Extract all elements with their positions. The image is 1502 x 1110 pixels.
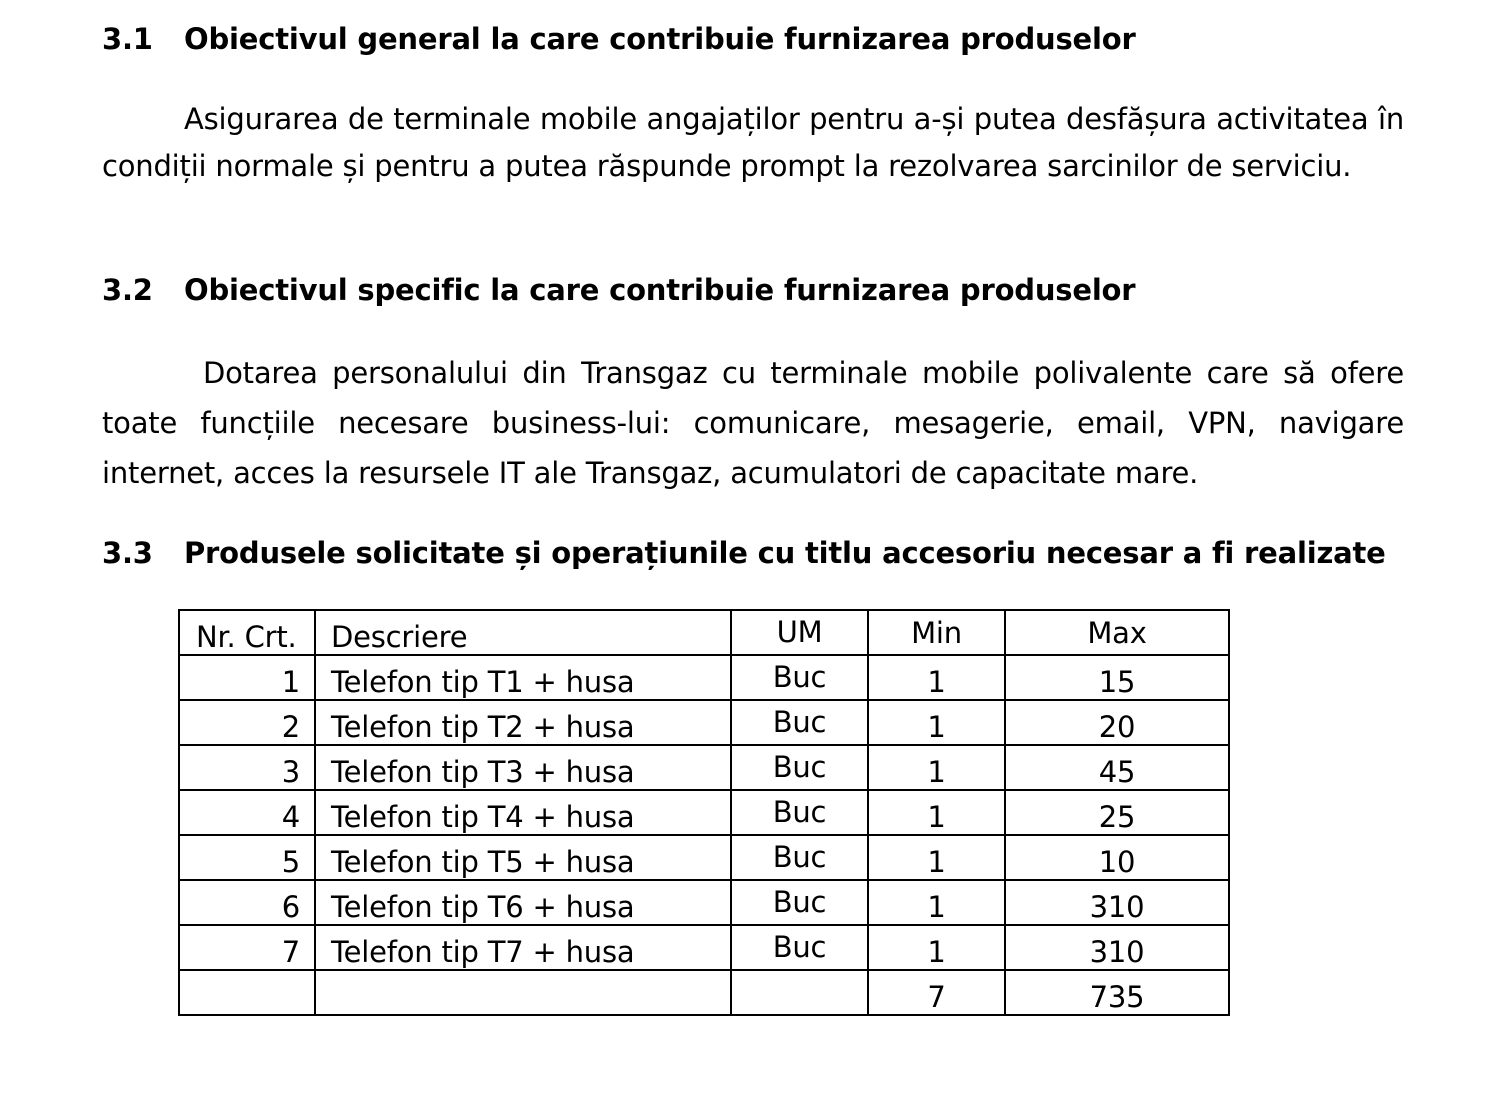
table-row [179, 790, 1229, 835]
table-row [179, 700, 1229, 745]
cell-min: 1 [868, 790, 1005, 835]
cell-um: Buc [731, 745, 868, 790]
section-heading-3-2 [102, 272, 1135, 308]
cell-nr-empty [179, 970, 315, 1015]
header-min: Min [868, 610, 1005, 655]
cell-nr: 3 [179, 745, 315, 790]
section-title: Produsele solicitate și operațiunile cu titlu accesoriu necesar a fi realizate [184, 536, 1386, 570]
cell-max: 310 [1005, 880, 1229, 925]
cell-um: Buc [731, 880, 868, 925]
total-min: 7 [868, 970, 1005, 1015]
cell-min: 1 [868, 655, 1005, 700]
table-row [179, 745, 1229, 790]
table-row [179, 925, 1229, 970]
cell-descriere: Telefon tip T7 + husa [315, 925, 731, 970]
section-body-3-2: Dotarea personalului din Transgaz cu terminale mobile polivalente care să ofere toate funcțiile necesare business-lui: comunicare, mesagerie, email, VPN, navigare internet, acces la resursele IT ale Transgaz, acumulatori de capacitate mare. [102, 356, 1404, 490]
cell-um-empty [731, 970, 868, 1015]
cell-min: 1 [868, 700, 1005, 745]
cell-min: 1 [868, 925, 1005, 970]
cell-nr: 5 [179, 835, 315, 880]
cell-min: 1 [868, 835, 1005, 880]
header-nr-crt: Nr. Crt. [179, 610, 315, 655]
cell-descriere: Telefon tip T2 + husa [315, 700, 731, 745]
header-max: Max [1005, 610, 1229, 655]
cell-max: 15 [1005, 655, 1229, 700]
table-row [179, 655, 1229, 700]
section-heading-3-1 [102, 21, 1136, 57]
cell-max: 10 [1005, 835, 1229, 880]
cell-um: Buc [731, 925, 868, 970]
cell-um: Buc [731, 790, 868, 835]
products-table [178, 609, 1230, 1016]
cell-max: 20 [1005, 700, 1229, 745]
header-descriere: Descriere [315, 610, 731, 655]
cell-min: 1 [868, 745, 1005, 790]
section-number: 3.3 [102, 536, 153, 570]
cell-descriere-empty [315, 970, 731, 1015]
cell-max: 45 [1005, 745, 1229, 790]
section-body-3-1: Asigurarea de terminale mobile angajaților pentru a-și putea desfășura activitatea în condiții normale și pentru a putea răspunde prompt la rezolvarea sarcinilor de serviciu. [102, 102, 1404, 183]
table-header-row [179, 610, 1229, 655]
cell-nr: 6 [179, 880, 315, 925]
cell-um: Buc [731, 655, 868, 700]
cell-nr: 4 [179, 790, 315, 835]
section-title: Obiectivul specific la care contribuie furnizarea produselor [184, 273, 1136, 307]
cell-um: Buc [731, 700, 868, 745]
section-number: 3.2 [102, 273, 153, 307]
cell-min: 1 [868, 880, 1005, 925]
cell-um: Buc [731, 835, 868, 880]
cell-nr: 1 [179, 655, 315, 700]
table-totals-row [179, 970, 1229, 1015]
cell-descriere: Telefon tip T1 + husa [315, 655, 731, 700]
cell-descriere: Telefon tip T5 + husa [315, 835, 731, 880]
total-max: 735 [1005, 970, 1229, 1015]
table-row [179, 880, 1229, 925]
section-title: Obiectivul general la care contribuie furnizarea produselor [184, 22, 1136, 56]
section-number: 3.1 [102, 22, 153, 56]
section-heading-3-3 [102, 535, 1386, 571]
cell-descriere: Telefon tip T6 + husa [315, 880, 731, 925]
cell-descriere: Telefon tip T3 + husa [315, 745, 731, 790]
cell-max: 25 [1005, 790, 1229, 835]
cell-nr: 2 [179, 700, 315, 745]
cell-max: 310 [1005, 925, 1229, 970]
cell-descriere: Telefon tip T4 + husa [315, 790, 731, 835]
header-um: UM [731, 610, 868, 655]
table-row [179, 835, 1229, 880]
cell-nr: 7 [179, 925, 315, 970]
